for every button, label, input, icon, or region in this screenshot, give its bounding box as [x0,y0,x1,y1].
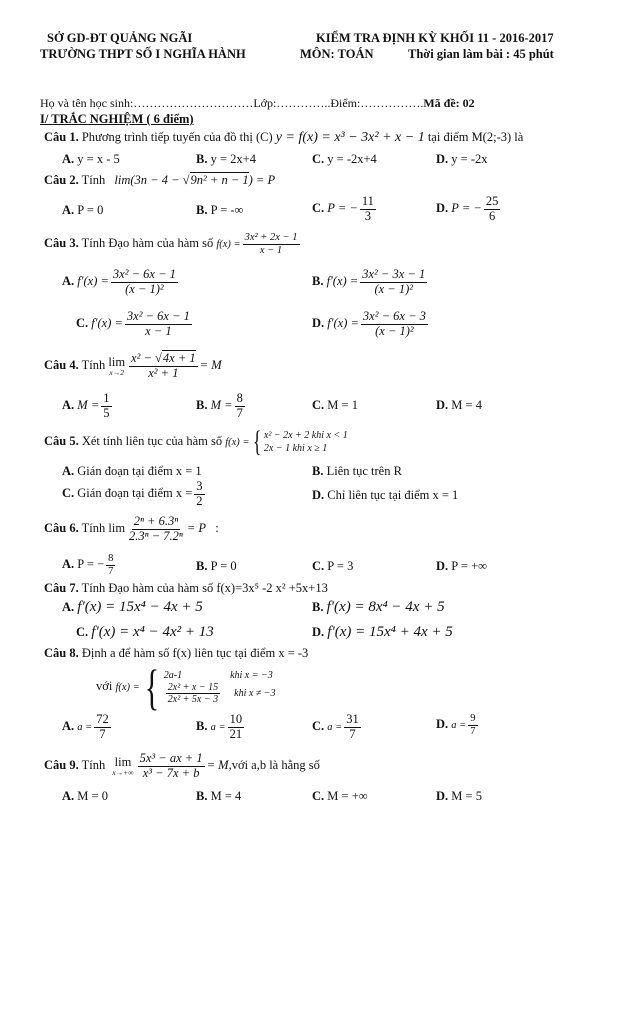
q6-a-den: 7 [108,565,114,577]
q7-a-prefix: A. [62,600,75,614]
q2-d-prefix: D. [436,201,449,216]
q9-lim-sub: x→+∞ [112,767,134,777]
q1-option-c[interactable]: C. y = -2x+4 [312,152,377,166]
q5-c-num: 3 [196,479,203,493]
q3-option-d[interactable] [312,310,430,339]
q3-f-num: 3x² + 2x − 1 [244,232,298,243]
q1-text: Phương trình tiếp tuyến của đồ thị (C) [81,130,273,144]
q1-func: y = f(x) = x³ − 3x² + x − 1 [275,130,425,145]
q8-b-num: 10 [229,712,243,726]
q4-a-prefix: A. [62,398,75,413]
q8-label: Câu 8. [44,646,79,660]
q3-a-num: 3x² − 6x − 1 [112,267,176,281]
q3-option-a[interactable] [62,268,180,297]
q8-d-den: 7 [470,725,476,737]
q6-lim: lim [108,521,126,536]
q8-d-num: 9 [470,713,476,724]
q8-option-a[interactable] [62,713,113,742]
q5-case1: x² − 2x + 2 khi x < 1 [263,429,348,441]
q7-option-a[interactable] [62,600,203,615]
student-line [40,97,475,109]
q3-c-prefix: C. [76,316,89,331]
q3-text: Tính Đạo hàm của hàm số [81,235,214,250]
q5-f-lhs: f(x) = [225,436,250,448]
q4-num-left: x² − [131,351,156,365]
q3-b-num: 3x² − 3x − 1 [362,267,426,281]
q2-d-lhs: P = − [451,201,482,216]
q4-option-a[interactable] [62,392,114,421]
q5-brace: { [252,425,262,458]
q2-option-a[interactable]: A. P = 0 [62,203,104,217]
q3-b-prefix: B. [312,274,324,289]
header-subject: MÔN: TOÁN [300,47,374,61]
q4-b-den: 7 [236,405,243,420]
q9-text: Tính [81,758,106,773]
q6-den: 2.3ⁿ − 7.2ⁿ [129,528,183,543]
question-8 [44,647,308,660]
q8-a-lhs: a = [77,722,93,734]
q3-b-den: (x − 1)² [374,281,413,296]
q1-label: Câu 1. [44,130,79,144]
q8-c-den: 7 [349,726,356,741]
q2-option-d[interactable] [436,195,502,224]
q2-c-den: 3 [364,208,371,223]
q8-brace: { [144,659,159,715]
q7-a-expr: f′(x) = 15x⁴ − 4x + 5 [77,599,203,615]
q8-option-d[interactable] [436,713,480,737]
q3-label: Câu 3. [44,235,79,250]
q4-option-b[interactable] [196,392,247,421]
exam-code: Mã đề: 02 [423,96,475,110]
q7-text: Tính Đạo hàm của hàm số f(x)=3x⁵ -2 x² +5x+13 [81,581,328,595]
q7-option-d[interactable] [312,625,453,640]
q2-option-c[interactable] [312,195,378,224]
q6-option-c[interactable]: C. P = 3 [312,559,354,573]
q5-option-d[interactable]: D. Chỉ liên tục tại điểm x = 1 [312,488,459,502]
q6-option-d[interactable]: D. P = +∞ [436,559,488,573]
q2-expr-right: ) = P [248,173,276,187]
q2-expr-left: lim(3n − 4 − [114,173,183,187]
q4-b-num: 8 [236,391,243,405]
q4-lim-sub: x→2 [109,367,124,377]
q3-d-lhs: f′(x) = [327,316,359,331]
q1-option-a[interactable]: A. y = x - 5 [62,152,120,166]
q8-a-den: 7 [99,726,106,741]
q4-lim: lim [108,355,126,370]
q9-den: x³ − 7x + b [142,765,200,780]
q2-label: Câu 2. [44,173,79,187]
question-1 [44,131,523,145]
q5-text: Xét tính liên tục của hàm số [81,433,223,448]
q2-c-lhs: P = − [327,201,358,216]
q8-a-prefix: A. [62,719,75,734]
q5-c-text: Gián đoạn tại điểm x = [77,486,193,501]
q6-option-b[interactable]: B. P = 0 [196,559,237,573]
q8-b-den: 21 [229,726,243,741]
q2-text: Tính [81,173,106,187]
q5-label: Câu 5. [44,433,79,448]
q6-colon: : [215,521,219,536]
q4-a-num: 1 [103,391,110,405]
header-school: TRƯỜNG THPT SỐ I NGHĨA HÀNH [40,47,246,61]
q7-b-prefix: B. [312,600,324,614]
q6-a-lhs: P = − [77,556,105,571]
q7-option-c[interactable] [76,625,214,640]
question-3 [44,232,302,256]
q4-a-lhs: M = [77,398,100,413]
q7-d-prefix: D. [312,625,325,639]
q4-den: x² + 1 [148,365,179,380]
q3-c-lhs: f′(x) = [91,316,123,331]
q8-b-prefix: B. [196,719,208,734]
q3-option-b[interactable] [312,268,429,297]
q3-option-c[interactable] [76,310,194,339]
q9-option-a[interactable]: A. M = 0 [62,789,108,803]
q1-option-d[interactable]: D. y = -2x [436,152,488,166]
q8-d-prefix: D. [436,716,449,731]
q4-num-radicand: 4x + 1 [162,351,196,365]
q7-c-prefix: C. [76,625,89,639]
q5-option-b[interactable]: B. Liên tục trên R [312,464,402,478]
question-4: Câu 4. Tính lim x→2 $\frac{\text{x² − √4x + 1}}{\text{x² + 1}}$ = M [44,351,222,380]
question-9 [44,752,320,781]
q7-c-expr: f′(x) = x⁴ − 4x² + 13 [91,624,214,640]
q6-rhs: = P [186,521,207,536]
q7-label: Câu 7. [44,581,79,595]
q8-a-num: 72 [96,712,109,726]
q8-with: với [96,678,113,693]
q3-d-num: 3x² − 6x − 3 [362,309,426,323]
q8-option-c[interactable] [312,713,363,742]
q6-label: Câu 6. [44,521,79,536]
q2-d-num: 25 [485,194,499,208]
q3-b-lhs: f′(x) = [326,274,359,289]
q1-option-b[interactable]: B. y = 2x+4 [196,152,256,166]
q4-a-den: 5 [103,405,110,420]
q2-c-prefix: C. [312,201,325,216]
q3-c-den: x − 1 [145,323,172,338]
question-6 [44,515,219,544]
q8-b-lhs: a = [210,722,226,734]
q8-text: Định a để hàm số f(x) liên tục tại điểm x = -3 [81,646,309,660]
q3-f-den: x − 1 [259,244,283,256]
q2-c-num: 11 [361,194,374,208]
q8-case1-cond: khi x = −3 [230,669,273,681]
q6-text: Tính [81,521,106,536]
header-dept: SỞ GD-ĐT QUẢNG NGÃI [47,31,193,45]
q3-c-num: 3x² − 6x − 1 [126,309,190,323]
q4-option-d[interactable]: D. M = 4 [436,398,482,412]
q9-lim: lim [114,755,132,770]
q1-tail: tại điểm M(2;-3) là [427,130,524,144]
q8-c-prefix: C. [312,719,325,734]
q9-rhs: = M [206,758,229,773]
q8-f-lhs: f(x) = [115,681,140,693]
q8-c-lhs: a = [327,722,343,734]
q3-a-den: (x − 1)² [125,281,164,296]
q9-tail: ,với a,b là hằng số [228,758,320,773]
q4-text: Tính [81,358,106,373]
q2-expr: lim(3n − 4 − √9n² + n − 1) = P [114,173,276,187]
q7-d-expr: f′(x) = 15x⁴ + 4x + 5 [327,624,453,640]
section-title: I/ TRẮC NGHIỆM ( 6 điểm) [40,112,194,126]
q9-label: Câu 9. [44,758,79,773]
q8-c-num: 31 [346,712,359,726]
q6-a-num: 8 [108,553,114,564]
q8-option-b[interactable] [196,713,246,742]
question-2 [44,174,275,187]
header-exam: KIỂM TRA ĐỊNH KỲ KHỐI 11 - 2016-2017 [316,31,554,45]
q5-c-prefix: C. [62,486,75,501]
q3-a-lhs: f′(x) = [77,274,109,289]
q3-f-lhs: f(x) = [216,238,241,250]
q8-piecewise [96,659,276,715]
q4-option-c[interactable]: C. M = 1 [312,398,358,412]
q5-case2: 2x − 1 khi x ≥ 1 [263,443,328,454]
q3-d-prefix: D. [312,316,325,331]
q9-option-d[interactable]: D. M = 5 [436,789,482,803]
q2-expr-radicand: 9n² + n − 1 [190,173,249,187]
q2-option-b[interactable]: B. P = -∞ [196,203,244,217]
q6-num: 2ⁿ + 6.3ⁿ [133,514,179,528]
q4-rhs: = M [199,358,222,373]
q3-a-prefix: A. [62,274,75,289]
q6-a-prefix: A. [62,556,75,571]
q8-case2-den: 2x² + 5x − 3 [167,693,219,705]
q7-b-expr: f′(x) = 8x⁴ − 4x + 5 [326,599,445,615]
q3-d-den: (x − 1)² [375,323,414,338]
q9-option-c[interactable]: C. M = +∞ [312,789,368,803]
student-fields: Họ và tên học sinh:…………………………Lớp:…………..Điểm:……………. [40,96,424,110]
q9-option-b[interactable]: B. M = 4 [196,789,242,803]
question-5 [44,427,348,457]
question-7 [44,582,328,595]
header-time: Thời gian làm bài : 45 phút [408,47,554,61]
q2-d-den: 6 [488,208,496,223]
q6-option-a[interactable] [62,553,117,577]
q8-case1-val: 2a-1 [163,669,183,681]
q8-d-lhs: a = [451,719,467,731]
q7-option-b[interactable] [312,600,445,615]
q8-case2-num: 2x² + x − 15 [167,681,219,693]
q9-num: 5x³ − ax + 1 [139,751,203,765]
q5-option-c[interactable] [62,480,207,509]
q8-case2-cond: khi x ≠ −3 [234,687,276,699]
q5-option-a[interactable]: A. Gián đoạn tại điểm x = 1 [62,464,202,478]
q4-b-lhs: M = [210,398,233,413]
q4-b-prefix: B. [196,398,208,413]
q4-label: Câu 4. [44,358,79,373]
q5-c-den: 2 [196,493,203,508]
